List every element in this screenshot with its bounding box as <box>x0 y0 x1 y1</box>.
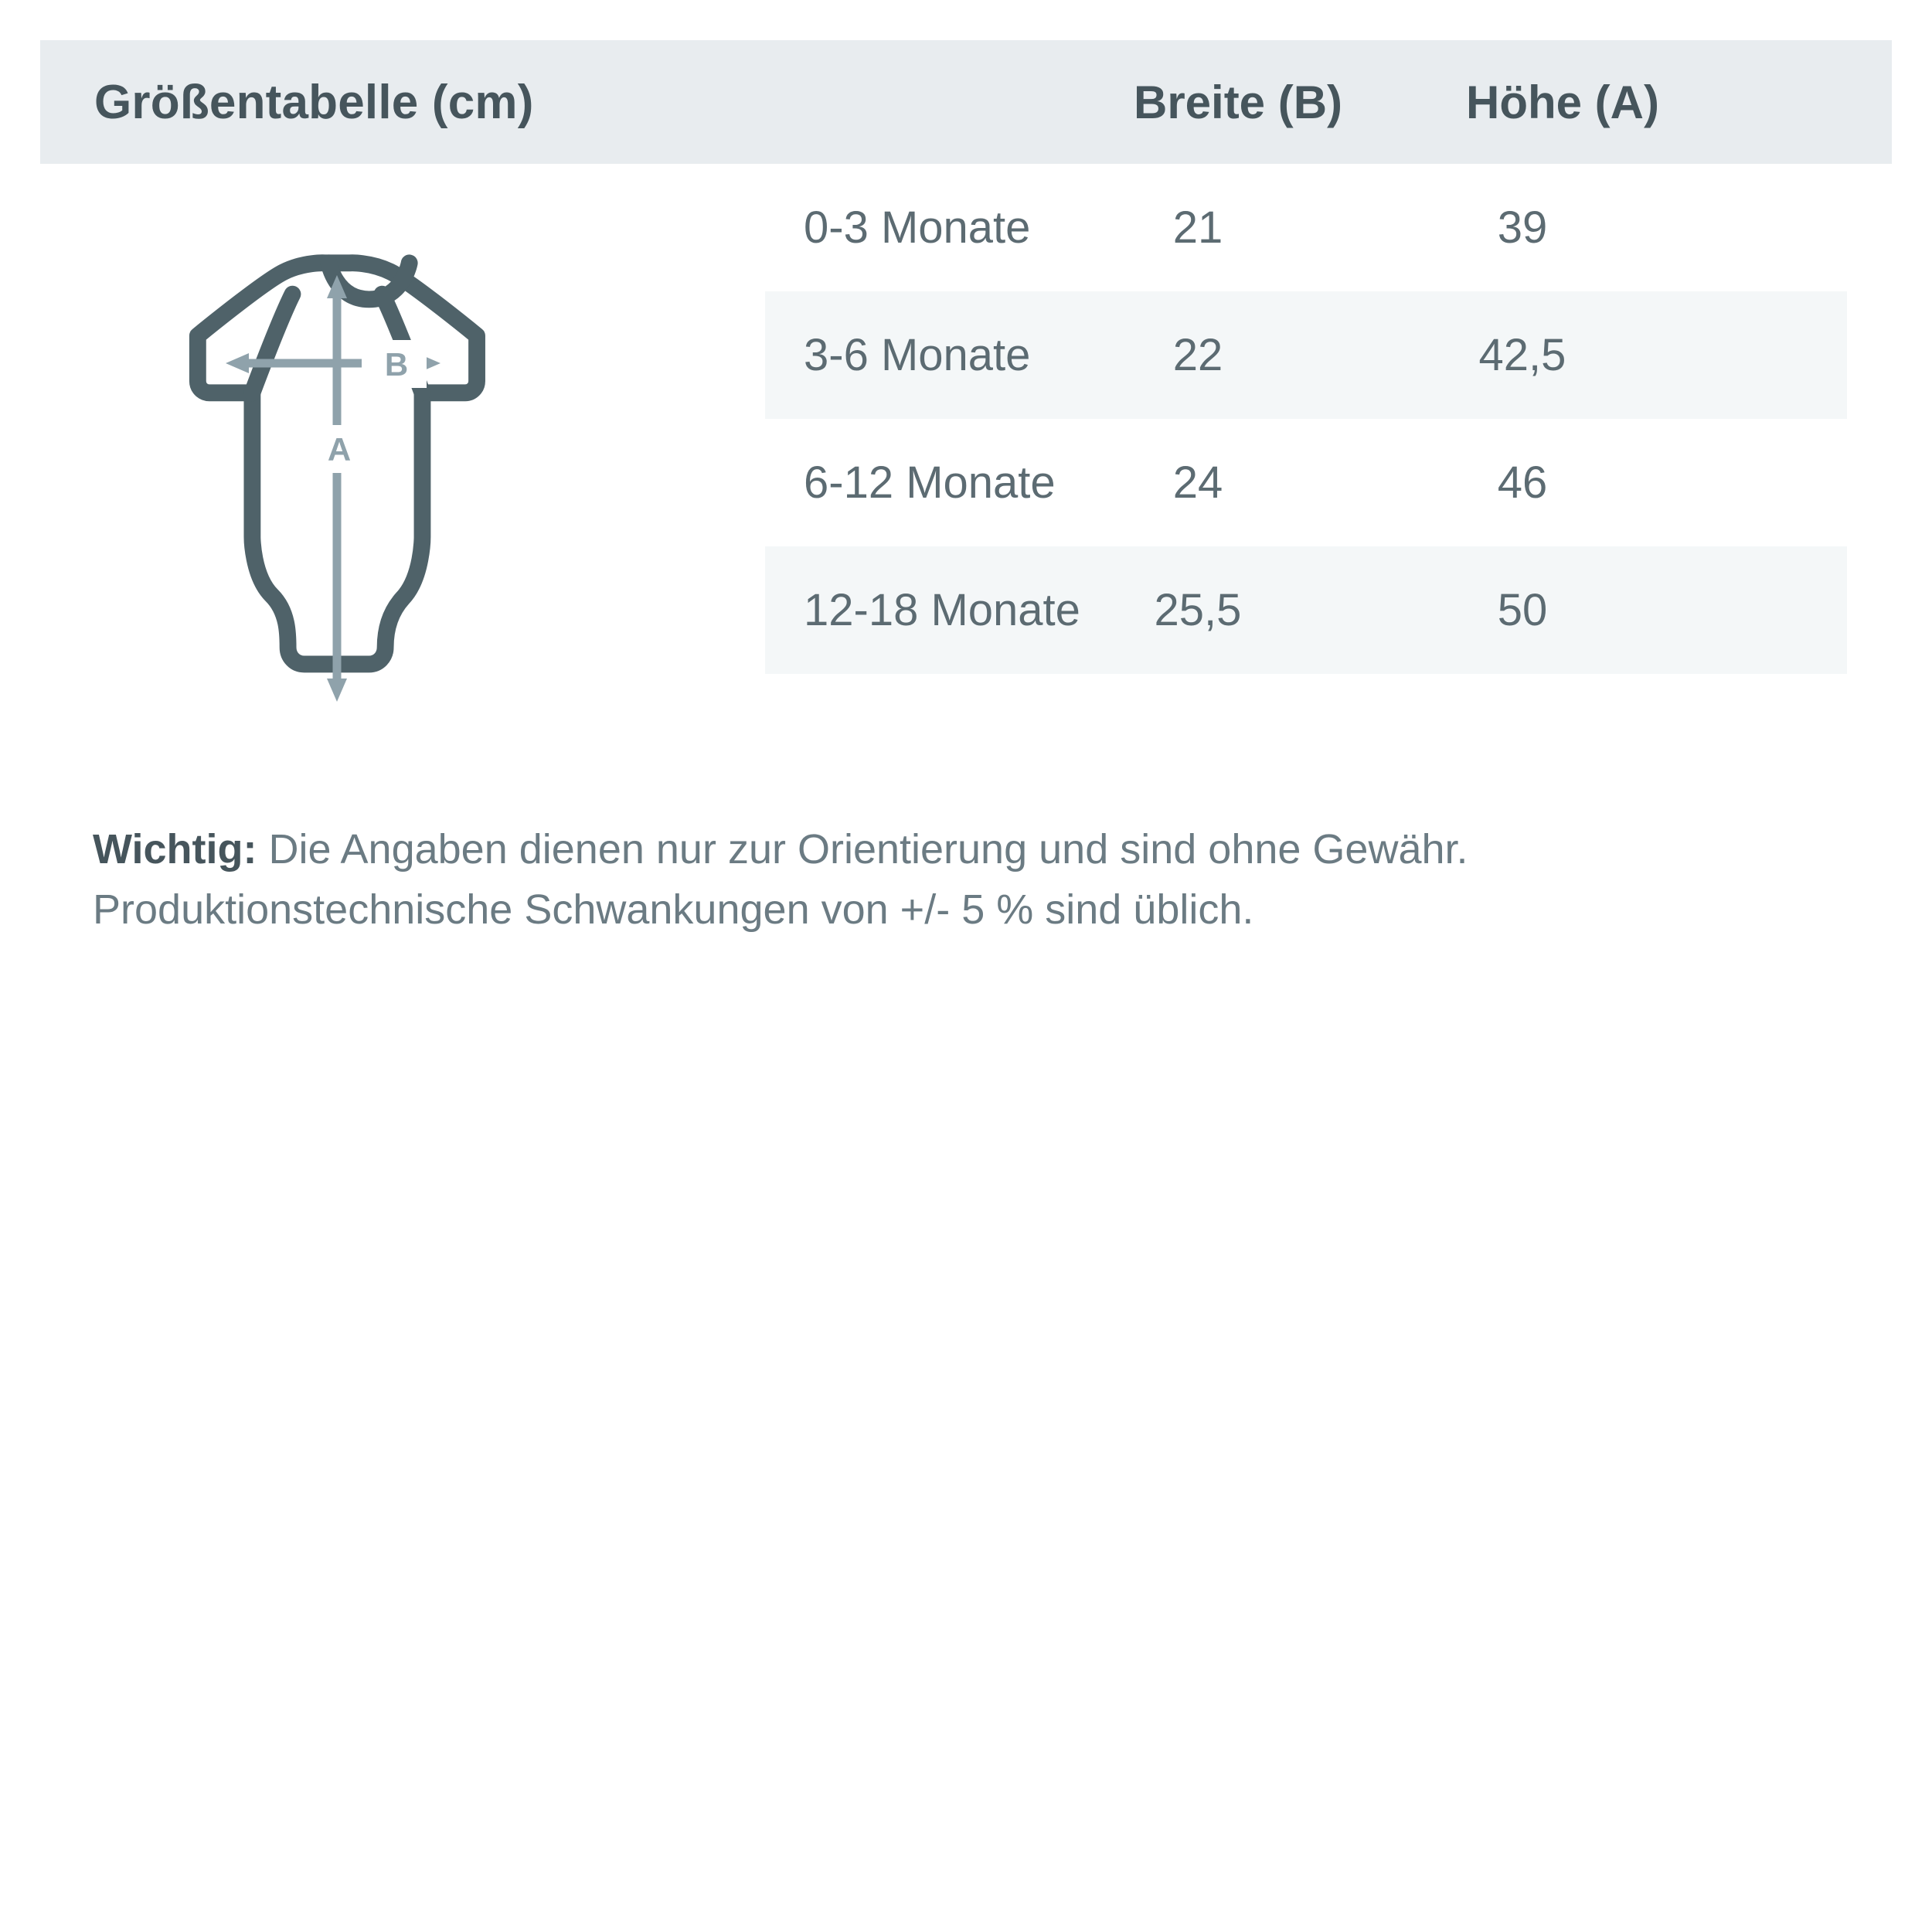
table-row <box>765 419 1847 546</box>
disclaimer-label: Wichtig: <box>93 826 257 872</box>
cell-width: 21 <box>1172 202 1223 253</box>
column-header-height: Höhe (A) <box>1466 76 1659 128</box>
cell-width: 22 <box>1172 330 1223 380</box>
cell-size: 12-18 Monate <box>804 585 1080 635</box>
cell-height: 42,5 <box>1478 330 1566 380</box>
measure-label-a: A <box>327 431 352 468</box>
bodysuit-illustration <box>139 232 680 757</box>
table-header <box>40 40 1892 164</box>
cell-height: 50 <box>1497 585 1548 635</box>
column-header-width: Breite (B) <box>1133 76 1343 128</box>
disclaimer-text: Die Angaben dienen nur zur Orientierung und sind ohne Gewähr. Produktionstechnische Schwankungen von +/- 5 % sind üblich. <box>93 826 1468 934</box>
cell-size: 0-3 Monate <box>804 202 1031 253</box>
cell-width: 25,5 <box>1154 585 1242 635</box>
page-title: Größentabelle (cm) <box>94 75 534 129</box>
table-row <box>765 546 1847 674</box>
size-table <box>765 164 1847 674</box>
table-row <box>765 164 1847 291</box>
cell-width: 24 <box>1172 457 1223 508</box>
cell-height: 46 <box>1497 457 1548 508</box>
cell-height: 39 <box>1497 202 1548 253</box>
disclaimer-note <box>93 819 1839 940</box>
cell-size: 6-12 Monate <box>804 457 1056 508</box>
table-row <box>765 291 1847 419</box>
cell-size: 3-6 Monate <box>804 330 1031 380</box>
measure-label-b: B <box>384 346 409 383</box>
